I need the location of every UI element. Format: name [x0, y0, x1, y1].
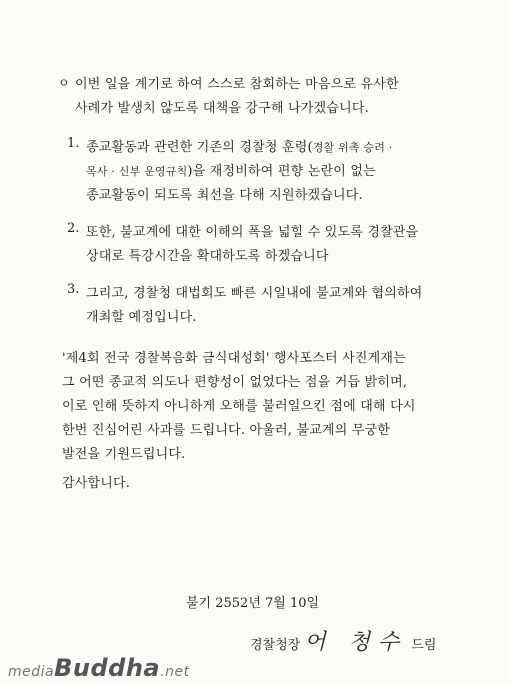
- thanks-text: 감사합니다.: [62, 476, 131, 491]
- signature-block: [250, 625, 436, 656]
- item-1-line-1: 종교활동과 관련한 기존의 경찰청 훈령(경찰 위촉 승려 ·: [86, 140, 393, 155]
- handwritten-signature: 어 청수: [304, 630, 408, 655]
- item-3-number: 3.: [67, 282, 80, 297]
- item-3-line-2: 개최할 예정입니다.: [86, 310, 197, 325]
- item-1-line-2: 목사 · 신부 운영규칙)을 재정비하여 편향 논란이 없는: [86, 164, 376, 179]
- apology-line-5: 발전을 기원드립니다.: [62, 447, 186, 462]
- intro-line-1: 이번 일을 계기로 하여 스스로 참회하는 마음으로 유사한: [75, 77, 399, 92]
- intro-bullet: ㅇ: [58, 76, 70, 90]
- apology-line-1: '제4회 전국 경찰복음화 금식대성회' 행사포스터 사진게재는: [62, 351, 406, 366]
- item-1-line-3: 종교활동이 되도록 최선을 다해 지원하겠습니다.: [86, 188, 363, 203]
- signer-title: 경찰청장: [250, 638, 301, 653]
- apology-line-3: 이로 인해 뜻하지 아니하게 오해를 불러일으킨 점에 대해 다시: [62, 399, 416, 414]
- item-2-line-1: 또한, 불교계에 대한 이해의 폭을 넓힐 수 있도록 경찰관을: [86, 225, 419, 240]
- mediabuddha-watermark: mediaBuddha.net: [8, 654, 190, 682]
- intro-line-2: 사례가 발생치 않도록 대책을 강구해 나가겠습니다.: [75, 101, 369, 116]
- letter-date: 불기 2552년 7월 10일: [186, 596, 320, 611]
- apology-line-4: 한번 진심어린 사과를 드립니다. 아울러, 불교계의 무궁한: [62, 423, 391, 438]
- item-2-line-2: 상대로 특강시간을 확대하도록 하겠습니다: [86, 249, 329, 264]
- item-3-line-1: 그리고, 경찰청 대법회도 빠른 시일내에 불교계와 협의하여: [86, 286, 423, 301]
- item-2-number: 2.: [67, 221, 80, 236]
- closing-word: 드림: [411, 638, 437, 653]
- item-1-number: 1.: [67, 136, 80, 151]
- apology-line-2: 그 어떤 종교적 의도나 편향성이 없었다는 점을 거듭 밝히며,: [62, 375, 408, 390]
